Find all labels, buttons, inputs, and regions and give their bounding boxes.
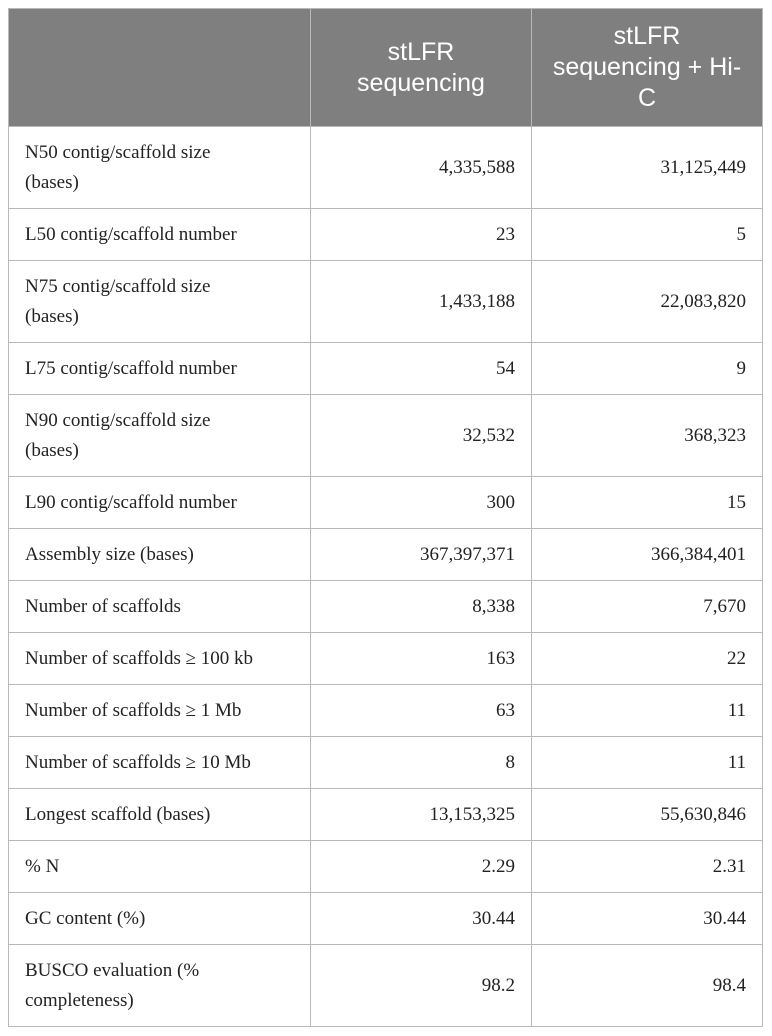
table-row	[9, 529, 763, 581]
table-row	[9, 261, 763, 343]
value-stlfr: 32,532	[311, 395, 532, 477]
table-row	[9, 127, 763, 209]
row-label: N50 contig/scaffold size (bases)	[9, 127, 311, 209]
row-label: % N	[9, 841, 311, 893]
value-stlfr: 1,433,188	[311, 261, 532, 343]
value-stlfr-hic: 22	[532, 633, 763, 685]
value-stlfr-hic: 11	[532, 737, 763, 789]
value-stlfr: 30.44	[311, 893, 532, 945]
value-stlfr-hic: 11	[532, 685, 763, 737]
row-label: L75 contig/scaffold number	[9, 343, 311, 395]
header-row	[9, 9, 763, 127]
header-cell-metric	[9, 9, 311, 127]
table-row	[9, 685, 763, 737]
table-row	[9, 737, 763, 789]
value-stlfr-hic: 98.4	[532, 945, 763, 1027]
value-stlfr: 54	[311, 343, 532, 395]
header-label-stlfr-hic: stLFR sequencing + Hi-C	[552, 22, 742, 112]
value-stlfr: 63	[311, 685, 532, 737]
table-row	[9, 581, 763, 633]
value-stlfr-hic: 55,630,846	[532, 789, 763, 841]
value-stlfr: 4,335,588	[311, 127, 532, 209]
table-row	[9, 789, 763, 841]
value-stlfr: 8,338	[311, 581, 532, 633]
header-label-stlfr: stLFR sequencing	[357, 37, 485, 97]
table-row	[9, 209, 763, 261]
value-stlfr: 163	[311, 633, 532, 685]
value-stlfr-hic: 9	[532, 343, 763, 395]
value-stlfr: 8	[311, 737, 532, 789]
row-label: BUSCO evaluation (% completeness)	[9, 945, 311, 1027]
value-stlfr: 23	[311, 209, 532, 261]
row-label: GC content (%)	[9, 893, 311, 945]
value-stlfr-hic: 22,083,820	[532, 261, 763, 343]
row-label: L50 contig/scaffold number	[9, 209, 311, 261]
value-stlfr: 13,153,325	[311, 789, 532, 841]
value-stlfr: 2.29	[311, 841, 532, 893]
assembly-stats-table	[8, 8, 763, 1027]
row-label: L90 contig/scaffold number	[9, 477, 311, 529]
row-label: Number of scaffolds	[9, 581, 311, 633]
row-label: Longest scaffold (bases)	[9, 789, 311, 841]
row-label: Assembly size (bases)	[9, 529, 311, 581]
row-label: Number of scaffolds ≥ 100 kb	[9, 633, 311, 685]
row-label: N90 contig/scaffold size (bases)	[9, 395, 311, 477]
value-stlfr-hic: 2.31	[532, 841, 763, 893]
table-header	[9, 9, 763, 127]
table-row	[9, 945, 763, 1027]
row-label: N75 contig/scaffold size (bases)	[9, 261, 311, 343]
value-stlfr: 367,397,371	[311, 529, 532, 581]
value-stlfr: 98.2	[311, 945, 532, 1027]
row-label: Number of scaffolds ≥ 1 Mb	[9, 685, 311, 737]
value-stlfr-hic: 30.44	[532, 893, 763, 945]
table-row	[9, 343, 763, 395]
table-row	[9, 395, 763, 477]
value-stlfr-hic: 5	[532, 209, 763, 261]
row-label: Number of scaffolds ≥ 10 Mb	[9, 737, 311, 789]
value-stlfr-hic: 7,670	[532, 581, 763, 633]
table-row	[9, 477, 763, 529]
table-body	[9, 127, 763, 1027]
value-stlfr-hic: 15	[532, 477, 763, 529]
value-stlfr: 300	[311, 477, 532, 529]
value-stlfr-hic: 366,384,401	[532, 529, 763, 581]
table-row	[9, 633, 763, 685]
value-stlfr-hic: 31,125,449	[532, 127, 763, 209]
table-row	[9, 893, 763, 945]
header-cell-stlfr-hic	[532, 9, 763, 127]
table-row	[9, 841, 763, 893]
header-cell-stlfr	[311, 9, 532, 127]
value-stlfr-hic: 368,323	[532, 395, 763, 477]
